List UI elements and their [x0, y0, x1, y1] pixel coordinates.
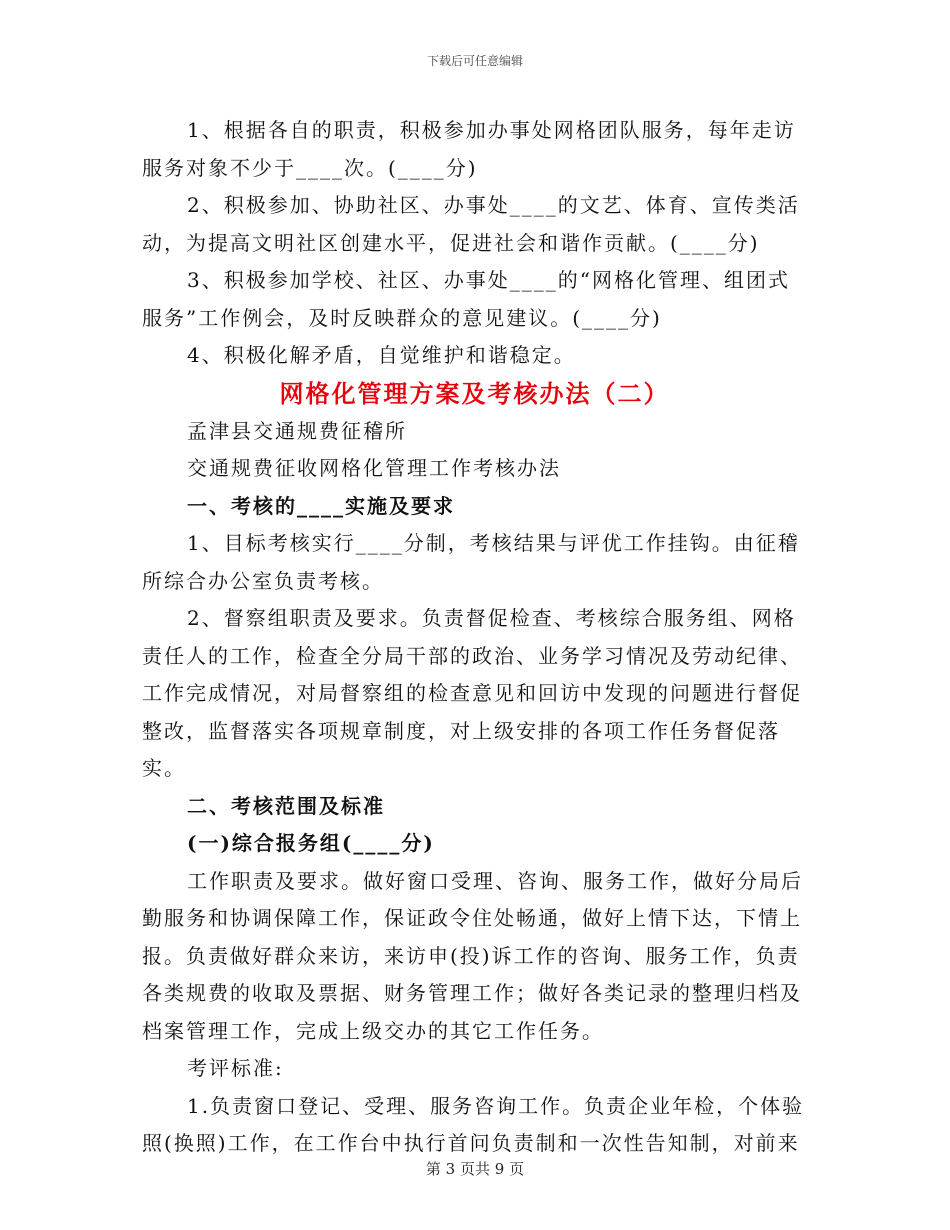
- paragraph-criteria-label: 考评标准:: [187, 1056, 284, 1080]
- organization-name: 孟津县交通规费征稽所: [187, 418, 407, 443]
- document-subtitle: 交通规费征收网格化管理工作考核办法: [187, 456, 561, 480]
- page-footer: 第 3 页共 9 页: [425, 1160, 525, 1178]
- paragraph-item-5: 1、目标考核实行____分制，考核结果与评优工作挂钩。由征稽所综合办公室负责考核。: [142, 531, 800, 593]
- section-title: 网格化管理方案及考核办法（二）: [279, 378, 670, 408]
- paragraph-item-1: 1、根据各自的职责，积极参加办事处网格团队服务，每年走访服务对象不少于____次。(____分): [142, 118, 796, 180]
- paragraph-item-4: 4、积极化解矛盾，自觉维护和谐稳定。: [187, 343, 576, 367]
- heading-part-2: 二、考核范围及标准: [187, 793, 385, 818]
- heading-subsection-1: (一)综合报务组(____分): [187, 831, 435, 855]
- paragraph-duties: 工作职责及要求。做好窗口受理、咨询、服务工作，做好分局后勤服务和协调保障工作，保证政令住处畅通，做好上情下达，下情上报。负责做好群众来访，来访申(投)诉工作的咨询、服务工作，负责各类规费的收取及票据、财务管理工作；做好各类记录的整理归档及档案管理工作，完成上级交办的其它工作任务。: [142, 868, 803, 1043]
- heading-part-1: 一、考核的____实施及要求: [187, 493, 455, 518]
- document-body: [142, 112, 807, 1163]
- paragraph-item-2: 2、积极参加、协助社区、办事处____的文艺、体育、宣传类活动，为提高文明社区创建水平，促进社会和谐作贡献。(____分): [142, 193, 800, 255]
- page-header: 下载后可任意编辑: [426, 54, 523, 68]
- paragraph-item-6: 2、督察组职责及要求。负责督促检查、考核综合服务组、网格责任人的工作，检查全分局干部的政治、业务学习情况及劳动纪律、工作完成情况，对局督察组的检查意见和回访中发现的问题进行督促整改，监督落实各项规章制度，对上级安排的各项工作任务督促落实。: [142, 606, 802, 780]
- paragraph-criteria-1: 1.负责窗口登记、受理、服务咨询工作。负责企业年检，个体验照(换照)工作，在工作台中执行首问负责制和一次性告知制，对前来: [142, 1093, 805, 1155]
- paragraph-item-3: 3、积极参加学校、社区、办事处____的“网格化管理、组团式服务”工作例会，及时反映群众的意见建议。(____分): [142, 268, 790, 330]
